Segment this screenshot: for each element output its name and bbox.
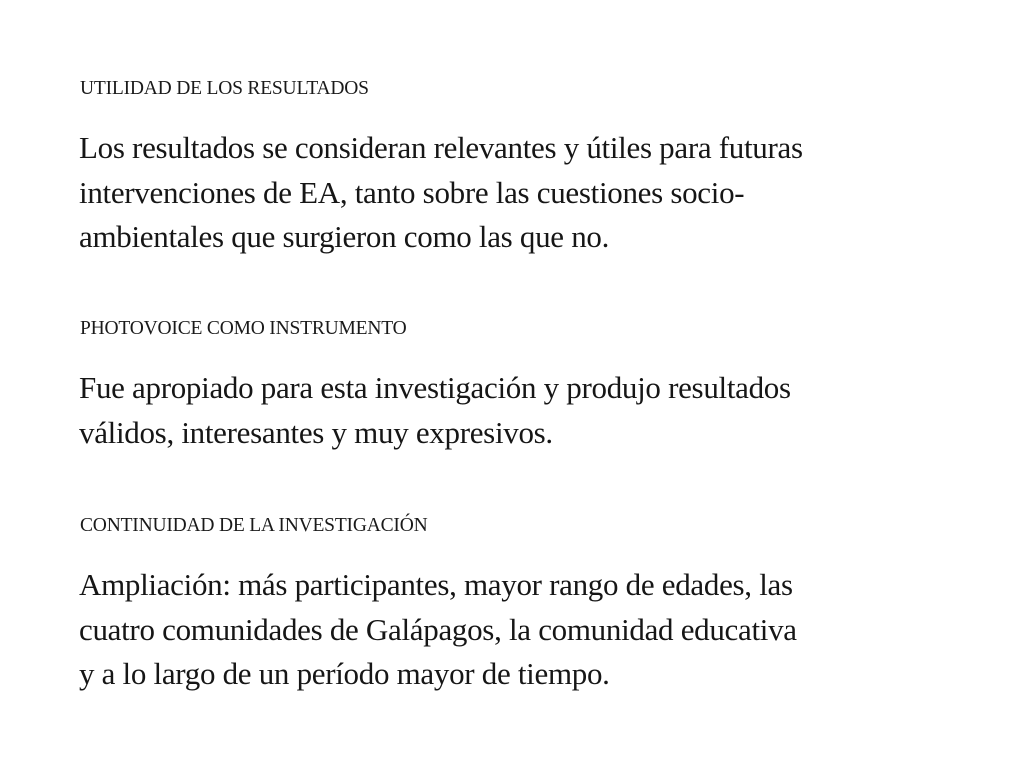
section-text-line: Fue apropiado para esta investigación y produjo resultados [79,370,791,405]
section-text-line: intervenciones de EA, tanto sobre las cuestiones socio- [79,175,745,210]
section-text-line: Los resultados se consideran relevantes y útiles para futuras [79,130,803,165]
section-text-line: y a lo largo de un período mayor de tiempo. [79,656,610,691]
section-heading-continuidad: CONTINUIDAD DE LA INVESTIGACIÓN [80,515,428,536]
section-text-line: cuatro comunidades de Galápagos, la comunidad educativa [79,612,797,647]
section-heading-photovoice: PHOTOVOICE COMO INSTRUMENTO [80,318,407,339]
section-text-line: ambientales que surgieron como las que no. [79,219,610,254]
section-text-line: Ampliación: más participantes, mayor rango de edades, las [79,567,793,602]
section-text-line: válidos, interesantes y muy expresivos. [79,415,553,450]
section-heading-utilidad: UTILIDAD DE LOS RESULTADOS [80,78,369,99]
